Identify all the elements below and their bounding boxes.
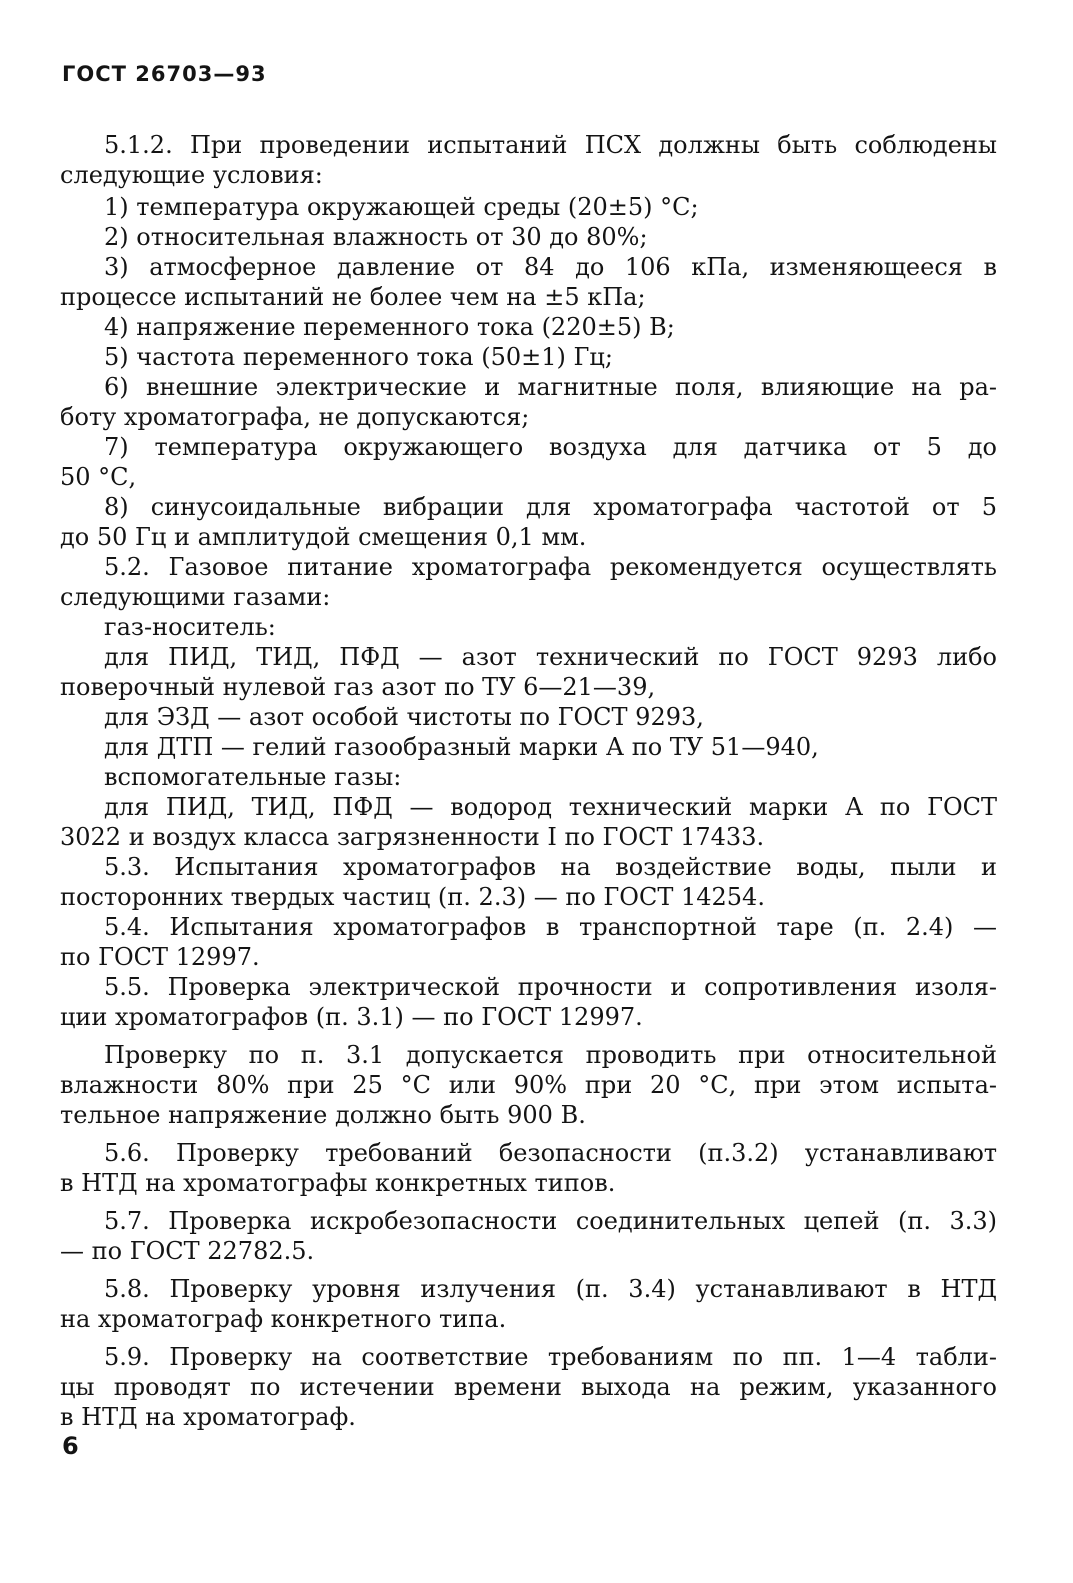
text-line: 5.9. Проверку на соответствие требованиям по пп. 1—4 табли-	[104, 1343, 997, 1371]
text-line: до 50 Гц и амплитудой смещения 0,1 мм.	[60, 523, 587, 551]
text-line: в НТД на хроматограф.	[60, 1403, 356, 1431]
text-line: 5.4. Испытания хроматографов в транспортной таре (п. 2.4) —	[104, 913, 997, 941]
text-line: 5.1.2. При проведении испытаний ПСХ должны быть соблюдены	[104, 131, 997, 159]
text-line: влажности 80% при 25 °С или 90% при 20 °С, при этом испыта-	[60, 1071, 997, 1099]
text-line: 3) атмосферное давление от 84 до 106 кПа, изменяющееся в	[104, 253, 997, 281]
text-line: на хроматограф конкретного типа.	[60, 1305, 507, 1333]
text-line: 4) напряжение переменного тока (220±5) В;	[104, 313, 675, 341]
text-line: 2) относительная влажность от 30 до 80%;	[104, 223, 648, 251]
text-line: — по ГОСТ 22782.5.	[60, 1237, 315, 1265]
text-line: 5.5. Проверка электрической прочности и сопротивления изоля-	[104, 973, 997, 1001]
text-line: поверочный нулевой газ азот по ТУ 6—21—39,	[60, 673, 656, 701]
text-line: газ-носитель:	[104, 613, 276, 641]
text-line: Проверку по п. 3.1 допускается проводить при относительной	[104, 1041, 997, 1069]
text-line: для ПИД, ТИД, ПФД — водород технический марки А по ГОСТ	[104, 793, 997, 821]
text-line: 1) температура окружающей среды (20±5) °С;	[104, 193, 699, 221]
text-line: 5.6. Проверку требований безопасности (п.3.2) устанавливают	[104, 1139, 997, 1167]
text-line: в НТД на хроматографы конкретных типов.	[60, 1169, 616, 1197]
text-line: ции хроматографов (п. 3.1) — по ГОСТ 12997.	[60, 1003, 643, 1031]
text-line: тельное напряжение должно быть 900 В.	[60, 1101, 586, 1129]
text-line: для ЭЗД — азот особой чистоты по ГОСТ 9293,	[104, 703, 704, 731]
text-line: 5) частота переменного тока (50±1) Гц;	[104, 343, 613, 371]
text-line: следующими газами:	[60, 583, 331, 611]
text-line: 5.3. Испытания хроматографов на воздействие воды, пыли и	[104, 853, 997, 881]
document-header: ГОСТ 26703—93	[62, 62, 267, 86]
text-line: 5.7. Проверка искробезопасности соединительных цепей (п. 3.3)	[104, 1207, 997, 1235]
text-line: цы проводят по истечении времени выхода на режим, указанного	[60, 1373, 997, 1401]
text-line: посторонних твердых частиц (п. 2.3) — по ГОСТ 14254.	[60, 883, 765, 911]
text-line: процессе испытаний не более чем на ±5 кПа;	[60, 283, 646, 311]
text-line: боту хроматографа, не допускаются;	[60, 403, 530, 431]
text-line: 7) температура окружающего воздуха для датчика от 5 до	[104, 433, 997, 461]
text-line: 5.8. Проверку уровня излучения (п. 3.4) устанавливают в НТД	[104, 1275, 997, 1303]
page-number: 6	[62, 1432, 79, 1460]
text-line: следующие условия:	[60, 161, 323, 189]
text-line: 5.2. Газовое питание хроматографа рекомендуется осуществлять	[104, 553, 997, 581]
text-line: 6) внешние электрические и магнитные поля, влияющие на ра-	[104, 373, 997, 401]
text-line: для ДТП — гелий газообразный марки А по ТУ 51—940,	[104, 733, 819, 761]
text-line: для ПИД, ТИД, ПФД — азот технический по ГОСТ 9293 либо	[104, 643, 997, 671]
text-line: 3022 и воздух класса загрязненности I по ГОСТ 17433.	[60, 823, 765, 851]
text-line: вспомогательные газы:	[104, 763, 402, 791]
text-line: 50 °С,	[60, 463, 137, 491]
text-line: по ГОСТ 12997.	[60, 943, 260, 971]
text-line: 8) синусоидальные вибрации для хроматографа частотой от 5	[104, 493, 997, 521]
